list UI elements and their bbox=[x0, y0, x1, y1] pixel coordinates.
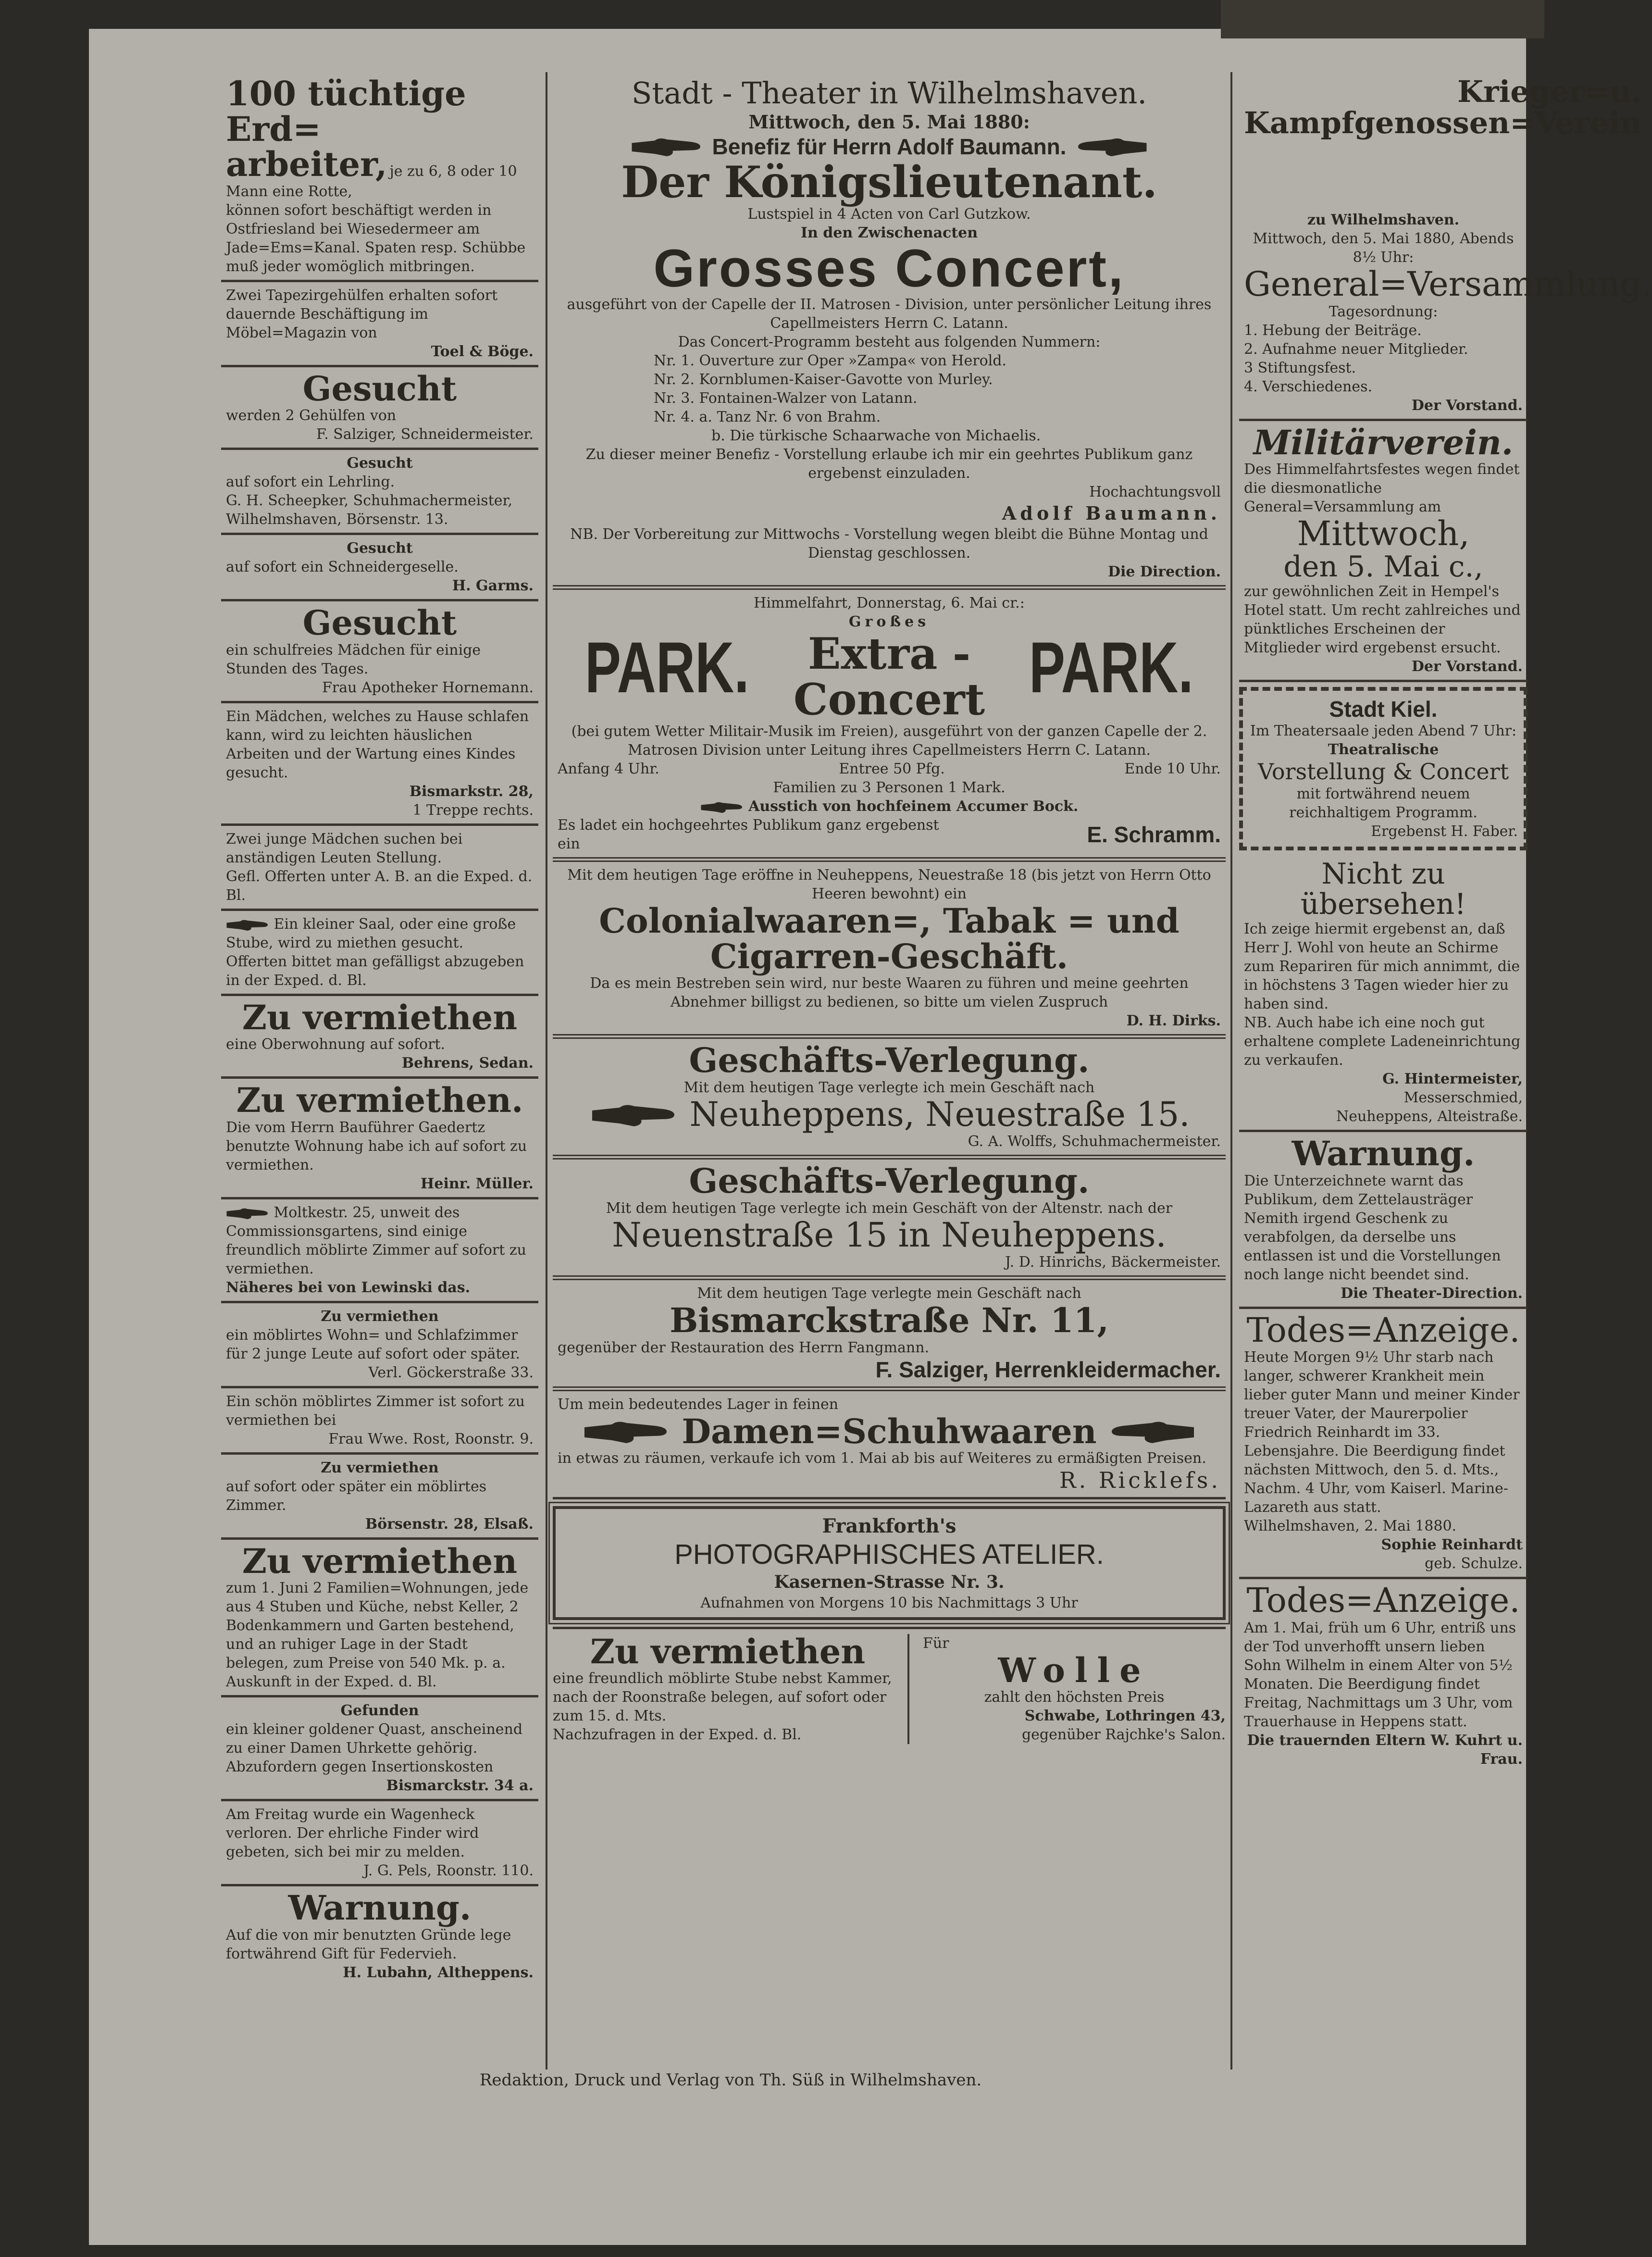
ad-warnung-theater bbox=[1239, 1132, 1528, 1309]
ad-signature: J. D. Hinrichs, Bäckermeister. bbox=[1005, 1254, 1221, 1271]
ad-text: Lustspiel in 4 Acten von Carl Gutzkow. bbox=[747, 206, 1031, 223]
new-address: Neuheppens, Neuestraße 15. bbox=[689, 1094, 1190, 1134]
ad-text: Mit dem heutigen Tage verlegte mein Geschäft nach bbox=[697, 1285, 1081, 1302]
ad-text: Ausstich von hochfeinem Accumer Bock. bbox=[748, 798, 1079, 815]
ad-todes-anzeige-2 bbox=[1239, 1579, 1528, 1772]
ad-text: Aufnahmen von Morgens 10 bis Nachmittags 3 Uhr bbox=[700, 1594, 1078, 1611]
ad-title: Zu vermiethen bbox=[321, 1308, 439, 1325]
ad-text: Des Himmelfahrtsfestes wegen findet die diesmonatliche General=Versammlung am bbox=[1244, 461, 1520, 515]
ad-signature: Frau Apotheker Hornemann. bbox=[322, 679, 534, 696]
ad-signature: Sophie Reinhardt bbox=[1381, 1536, 1523, 1554]
ad-text: Auf die von mir benutzten Gründe lege fortwährend Gift für Federvieh. bbox=[226, 1926, 511, 1962]
ad-text: können sofort beschäftigt werden in Ostfriesland bei Wiesedermeer am Jade=Ems=Kanal. Spaten resp. Schübbe muß jeder womöglich mitbringen. bbox=[226, 201, 526, 275]
ad-title: Zu vermiethen bbox=[590, 1631, 866, 1671]
ad-signature: Schwabe, Lothringen 43, bbox=[1024, 1708, 1226, 1725]
ad-address: Wilhelmshaven, Börsenstr. 13. bbox=[226, 511, 448, 528]
ad-address: Neuheppens, Alteistraße. bbox=[1336, 1108, 1523, 1125]
ad-date: Mittwoch, den 5. Mai 1880: bbox=[748, 111, 1030, 133]
ad-text: gegenüber der Restauration des Herrn Fangmann. bbox=[558, 1339, 930, 1356]
ad-gefunden bbox=[221, 1697, 538, 1801]
left-column bbox=[221, 72, 538, 2118]
ad-address: Verl. Göckerstraße 33. bbox=[368, 1364, 534, 1381]
ad-title: Militärverein. bbox=[1253, 422, 1514, 462]
ad-signature: H. Garms. bbox=[452, 577, 534, 594]
ad-zu-vermiethen-2 bbox=[221, 1079, 538, 1199]
ad-signature: H. Lubahn, Altheppens. bbox=[343, 1964, 534, 1981]
start-time: Anfang 4 Uhr. bbox=[558, 761, 659, 778]
ad-signature: Die Theater-Direction. bbox=[1341, 1284, 1523, 1302]
ad-text: Ein Mädchen, welches zu Hause schlafen kann, wird zu leichten häuslichen Arbeiten und der Wartung eines Kindes gesucht. bbox=[226, 708, 529, 781]
ad-title: Gesucht bbox=[302, 603, 457, 643]
ad-signature: Der Vorstand. bbox=[1411, 397, 1523, 414]
ad-text: Die vom Herrn Bauführer Gaedertz benutzte Wohnung habe ich auf sofort zu vermiethen. bbox=[226, 1119, 527, 1173]
ad-text: Für bbox=[923, 1634, 949, 1652]
ad-text: ausgeführt von der Capelle der II. Matrosen - Division, unter persönlicher Leitung ihres Capellmeisters Herrn C. Latann. bbox=[567, 296, 1212, 332]
ad-signature: R. Ricklefs. bbox=[1059, 1467, 1221, 1494]
ad-nicht-zu-uebersehen bbox=[1239, 855, 1528, 1132]
program-item: Nr. 3. Fontainen-Walzer von Latann. bbox=[654, 390, 918, 407]
ad-text: Mit dem heutigen Tage eröffne in Neuheppens, Neuestraße 18 (bis jetzt von Herrn Otto Heeren bewohnt) ein bbox=[567, 867, 1211, 903]
ad-text: Da es mein Bestreben sein wird, nur beste Waaren zu führen und meine geehrten Abnehmer billigst zu bedienen, so bitte um vielen Zuspruch bbox=[590, 975, 1189, 1011]
ad-text: Das Concert-Programm besteht aus folgenden Nummern: bbox=[678, 334, 1101, 351]
ad-address: Börsenstr. 28, Elsaß. bbox=[365, 1515, 534, 1533]
program-item: b. Die türkische Schaarwache von Michaelis. bbox=[711, 427, 1041, 445]
ad-text: ein schulfreies Mädchen für einige Stunden des Tages. bbox=[226, 641, 481, 677]
agenda-item: 3 Stiftungsfest. bbox=[1244, 359, 1356, 376]
pointing-hand-icon bbox=[1076, 135, 1148, 159]
ad-photo-atelier bbox=[553, 1506, 1226, 1620]
ad-title: Gefunden bbox=[340, 1702, 419, 1719]
ad-text: auf sofort oder später ein möblirtes Zimmer. bbox=[226, 1478, 487, 1514]
ad-title: Warnung. bbox=[288, 1888, 472, 1928]
program-item: Nr. 1. Ouverture zur Oper »Zampa« von Herold. bbox=[654, 352, 1006, 370]
ad-signature: D. H. Dirks. bbox=[1126, 1012, 1221, 1030]
ad-signature: G. A. Wolffs, Schuhmachermeister. bbox=[968, 1133, 1221, 1150]
ad-schoen-moebliert bbox=[221, 1388, 538, 1455]
ad-title: Vorstellung & Concert bbox=[1257, 759, 1509, 785]
page-edge-strip bbox=[1221, 0, 1544, 38]
ad-title: Todes=Anzeige. bbox=[1246, 1310, 1520, 1350]
ad-signature: Messerschmied, bbox=[1404, 1089, 1523, 1107]
ad-text: auf sofort ein Schneidergeselle. bbox=[226, 559, 459, 575]
ad-wolle bbox=[923, 1634, 1226, 1745]
ad-moltkestr bbox=[221, 1199, 538, 1303]
concert-title: Grosses Concert, bbox=[653, 239, 1125, 299]
ad-text: je zu 6, 8 oder 10 Mann eine Rotte, bbox=[226, 163, 517, 200]
ad-text: Im Theatersaale jeden Abend 7 Uhr: bbox=[1250, 723, 1517, 740]
ad-title: Extra - Concert bbox=[793, 628, 985, 725]
ad-zu-vermiethen-3 bbox=[221, 1303, 538, 1388]
ad-colonialwaaren bbox=[553, 862, 1226, 1039]
new-address: Neuenstraße 15 in Neuheppens. bbox=[612, 1215, 1167, 1255]
agenda-item: 1. Hebung der Beiträge. bbox=[1244, 322, 1422, 339]
ad-geschaefts-verlegung-1 bbox=[553, 1039, 1226, 1160]
ad-todes-anzeige-1 bbox=[1239, 1309, 1528, 1580]
ad-text: Am 1. Mai, früh um 6 Uhr, entriß uns der Tod unverhofft unsern lieben Sohn Wilhelm in einem Alter von 5½ Monaten. Die Beerdigung findet Freitag, Nachmittags um 3 Uhr, vom Trauerhause in Heppens statt. bbox=[1244, 1619, 1516, 1730]
pointing-hand-icon bbox=[1106, 1417, 1198, 1446]
ad-tapezier bbox=[221, 282, 538, 367]
ad-geschaefts-verlegung-2 bbox=[553, 1160, 1226, 1280]
pointing-hand-icon bbox=[588, 1100, 680, 1129]
ad-zu-vermiethen-1 bbox=[221, 996, 538, 1079]
ad-signature: Die Direction. bbox=[1107, 563, 1221, 581]
park-label-right: PARK. bbox=[1029, 627, 1194, 708]
studio-name: Frankforth's bbox=[822, 1515, 956, 1538]
ad-title: 100 tüchtige Erd= bbox=[226, 74, 466, 149]
ad-text: zur gewöhnlichen Zeit in Hempel's Hotel statt. Um recht zahlreiches und pünktliches Erscheinen der Mitglieder wird ergebenst ersucht. bbox=[1244, 583, 1521, 656]
ad-text: Ich zeige hiermit ergebenst an, daß Herr J. Wohl von heute an Schirme zum Repariren für mich annimmt, die in höchstens 3 Tagen wieder hier zu haben sind. bbox=[1244, 921, 1520, 1013]
ad-stadt-theater bbox=[553, 72, 1226, 590]
ad-wagenheck bbox=[221, 1801, 538, 1886]
ad-address: Bismarkstr. 28, bbox=[409, 783, 534, 800]
ad-title: Gesucht bbox=[347, 540, 413, 557]
ad-text: Am Freitag wurde ein Wagenheck verloren. Der ehrliche Finder wird gebeten, sich bei mir zu melden. bbox=[226, 1806, 479, 1860]
middle-column bbox=[553, 72, 1226, 2118]
ad-text: Um mein bedeutendes Lager in feinen bbox=[558, 1396, 839, 1413]
ad-zu-vermiethen-stube bbox=[553, 1631, 909, 1745]
ad-date: Himmelfahrt, Donnerstag, 6. Mai cr.: bbox=[754, 595, 1025, 612]
ad-text: Auskunft in der Exped. d. Bl. bbox=[226, 1673, 437, 1690]
ad-text: Tagesordnung: bbox=[1329, 303, 1438, 320]
ad-text: Mit dem heutigen Tage verlegte ich mein Geschäft nach bbox=[683, 1079, 1095, 1096]
ad-signature: Toel & Böge. bbox=[431, 343, 534, 360]
agenda-item: 2. Aufnahme neuer Mitglieder. bbox=[1244, 340, 1468, 358]
ad-signature: G. H. Scheepker, Schuhmachermeister, bbox=[226, 492, 513, 509]
ad-title: Warnung. bbox=[1292, 1134, 1475, 1174]
ad-gesucht-4 bbox=[221, 601, 538, 703]
ad-title: PHOTOGRAPHISCHES ATELIER. bbox=[674, 1539, 1104, 1571]
ad-gesucht-2 bbox=[221, 450, 538, 535]
ad-text: NB. Der Vorbereitung zur Mittwochs - Vorstellung wegen bleibt die Bühne Montag und Dienstag geschlossen. bbox=[570, 526, 1208, 562]
ad-text: Heute Morgen 9½ Uhr starb nach langer, schwerer Krankheit mein lieber guter Mann und meiner Kinder treuer Vater, der Maurerpolier Friedrich Reinhardt im 33. Lebensjahre. Die Beerdigung findet nächsten Mittwoch, den 5. d. Mts., Nachm. 4 Uhr, vom Kaiserl. Marine-Lazareth aus statt. bbox=[1244, 1349, 1520, 1516]
ad-warnung bbox=[221, 1886, 538, 1986]
ad-text: Familien zu 3 Personen 1 Mark. bbox=[773, 779, 1006, 797]
ad-title: Zu vermiethen bbox=[242, 997, 518, 1037]
ad-signature: F. Salziger, Schneidermeister. bbox=[316, 426, 534, 443]
ad-title: Geschäfts-Verlegung. bbox=[689, 1161, 1090, 1201]
ad-title: Colonialwaaren=, Tabak = und bbox=[599, 901, 1180, 941]
ad-maedchen bbox=[221, 703, 538, 826]
ad-text: (bei gutem Wetter Militair-Musik im Freien), ausgeführt von der ganzen Capelle der 2. Matrosen Division unter Leitung ihres Capellmeisters Herrn C. Latann. bbox=[571, 723, 1207, 759]
agenda-item: 4. Verschiedenes. bbox=[1244, 378, 1372, 395]
ad-title: General=Versammlung. bbox=[1244, 264, 1652, 304]
new-address: Bismarckstraße Nr. 11, bbox=[670, 1300, 1109, 1341]
ad-title: Krieger=u. Kampfgenossen=Verein bbox=[1244, 74, 1642, 141]
ad-signature: Ergebenst H. Faber. bbox=[1371, 823, 1518, 840]
ad-signature: Frau Wwe. Rost, Roonstr. 9. bbox=[328, 1430, 534, 1447]
ad-zu-vermiethen-4 bbox=[221, 1455, 538, 1540]
imprint-footer: Redaktion, Druck und Verlag von Th. Süß in Wilhelmshaven. bbox=[479, 2070, 982, 2090]
ad-signature: Der Vorstand. bbox=[1411, 658, 1523, 675]
ad-signature: Behrens, Sedan. bbox=[401, 1055, 534, 1072]
ad-title: Gesucht bbox=[302, 368, 457, 409]
ad-title: arbeiter, bbox=[226, 144, 387, 184]
play-title: Der Königslieutenant. bbox=[621, 156, 1157, 208]
column-rule bbox=[1230, 72, 1232, 2070]
ad-text: Hochachtungsvoll bbox=[1089, 484, 1221, 501]
ad-text: Näheres bei von Lewinski das. bbox=[226, 1279, 471, 1296]
ad-text: ein kleiner goldener Quast, anscheinend zu einer Damen Uhrkette gehörig. Abzufordern gegen Insertionskosten bbox=[226, 1721, 523, 1775]
ad-bismarckstrasse bbox=[553, 1280, 1226, 1391]
ad-text: Mit dem heutigen Tage verlegte ich mein Geschäft von der Altenstr. nach der bbox=[606, 1199, 1173, 1217]
ad-saal bbox=[221, 911, 538, 996]
ad-address: Bismarckstr. 34 a. bbox=[386, 1777, 534, 1794]
ad-text: Nachzufragen in der Exped. d. Bl. bbox=[553, 1726, 802, 1744]
ad-date: Mittwoch, den 5. Mai 1880, Abends 8½ Uhr: bbox=[1253, 230, 1514, 266]
ad-text: Zwei junge Mädchen suchen bei anständigen Leuten Stellung. bbox=[226, 830, 463, 866]
ad-title: Stadt Kiel. bbox=[1329, 696, 1438, 722]
ad-signature: F. Salziger, Herrenkleidermacher. bbox=[875, 1357, 1221, 1382]
ad-title: Cigarren-Geschäft. bbox=[710, 936, 1068, 976]
ad-gesucht-3 bbox=[221, 535, 538, 601]
ad-title: Todes=Anzeige. bbox=[1246, 1581, 1520, 1621]
ad-text: Zwei Tapezirgehülfen erhalten sofort dauernde Beschäftigung im Möbel=Magazin von bbox=[226, 287, 498, 341]
ad-signature: J. G. Pels, Roonstr. 110. bbox=[363, 1862, 534, 1879]
ad-text: eine Oberwohnung auf sofort. bbox=[226, 1036, 446, 1053]
ad-title: Damen=Schuhwaaren bbox=[682, 1411, 1097, 1451]
ad-signature: E. Schramm. bbox=[1087, 822, 1221, 848]
ad-text: Es ladet ein hochgeehrtes Publikum ganz ergebenst ein bbox=[558, 817, 939, 853]
ad-text: mit fortwährend neuem reichhaltigem Programm. bbox=[1289, 786, 1478, 822]
right-column bbox=[1239, 72, 1652, 2118]
ad-text: auf sofort ein Lehrling. bbox=[226, 474, 395, 490]
ad-signature: geb. Schulze. bbox=[1425, 1555, 1523, 1572]
ad-title: Gesucht bbox=[347, 455, 413, 472]
ad-erdarbeiter bbox=[221, 72, 538, 282]
ad-text: Moltkestr. 25, unweit des Commissionsgartens, sind einige freundlich möblirte Zimmer auf sofort zu vermiethen. bbox=[226, 1204, 526, 1277]
ad-text: Ein kleiner Saal, oder eine große Stube, wird zu miethen gesucht. bbox=[226, 915, 516, 951]
pointing-hand-icon bbox=[226, 1205, 269, 1222]
ad-title: Zu vermiethen. bbox=[236, 1080, 523, 1120]
column-rule bbox=[546, 72, 547, 2070]
ad-text: eine freundlich möblirte Stube nebst Kammer, nach der Roonstraße belegen, auf sofort oder zum 15. d. Mts. bbox=[553, 1670, 892, 1725]
ad-text: Ein schön möblirtes Zimmer ist sofort zu vermiethen bei bbox=[226, 1393, 525, 1429]
ad-text: NB. Auch habe ich eine noch gut erhaltene complete Ladeneinrichtung zu verkaufen. bbox=[1244, 1014, 1521, 1069]
ad-text: Wilhelmshaven, 2. Mai 1880. bbox=[1244, 1518, 1457, 1535]
ad-title: Geschäfts-Verlegung. bbox=[689, 1040, 1090, 1081]
ad-zwei-maedchen bbox=[221, 826, 538, 911]
ad-title: Stadt - Theater in Wilhelmshaven. bbox=[631, 75, 1147, 111]
ad-title: Wolle bbox=[998, 1650, 1151, 1690]
ad-text: Gefl. Offerten unter A. B. an die Exped. d. Bl. bbox=[226, 868, 533, 904]
ad-text: Zu dieser meiner Benefiz - Vorstellung erlaube ich mir ein geehrtes Publikum ganz ergebenst einzuladen. bbox=[585, 446, 1193, 482]
ad-address: Kasernen-Strasse Nr. 3. bbox=[774, 1571, 1005, 1592]
program-item: Nr. 4. a. Tanz Nr. 6 von Brahm. bbox=[654, 409, 881, 426]
ad-text: Großes bbox=[848, 613, 930, 631]
ad-kriegerverein bbox=[1239, 72, 1652, 421]
ad-text: zahlt den höchsten Preis bbox=[984, 1689, 1165, 1706]
ad-title: Nicht zu übersehen! bbox=[1300, 857, 1466, 922]
ad-date: Mittwoch, bbox=[1297, 514, 1470, 553]
ad-title: Zu vermiethen bbox=[321, 1459, 439, 1476]
ad-text: Die Unterzeichnete warnt das Publikum, dem Zettelausträger Nemith irgend Geschenk zu verabfolgen, da derselbe uns entlassen ist und die Vorstellungen noch lange nicht beendet sind. bbox=[1244, 1172, 1501, 1283]
ad-gesucht-1 bbox=[221, 367, 538, 450]
ad-militaerverein bbox=[1239, 421, 1528, 682]
ad-text: zum 1. Juni 2 Familien=Wohnungen, jede aus 4 Stuben und Küche, nebst Keller, 2 Bodenkammern und Garten bestehend, und an ruhiger Lage in der Stadt belegen, zum Preise von 540 Mk. p. a. bbox=[226, 1580, 529, 1671]
ad-date: den 5. Mai c., bbox=[1283, 549, 1483, 584]
ad-text: Offerten bittet man gefälligst abzugeben in der Exped. d. Bl. bbox=[226, 953, 524, 989]
bottom-ads-row bbox=[553, 1627, 1226, 1745]
park-label-left: PARK. bbox=[584, 627, 749, 708]
ad-address: gegenüber Rajchke's Salon. bbox=[1021, 1726, 1226, 1744]
benefiz-line: Benefiz für Herrn Adolf Baumann. bbox=[712, 134, 1067, 159]
ad-signature: G. Hintermeister, bbox=[1382, 1071, 1523, 1088]
ad-zu-vermiethen-5 bbox=[221, 1540, 538, 1698]
ad-text: zu Wilhelmshaven. bbox=[1307, 212, 1460, 228]
pointing-hand-icon bbox=[581, 1417, 672, 1446]
ad-signature: Heinr. Müller. bbox=[421, 1175, 534, 1192]
pointing-hand-icon bbox=[631, 135, 703, 159]
program-item: Nr. 2. Kornblumen-Kaiser-Gavotte von Murley. bbox=[654, 371, 993, 388]
ad-text: in etwas zu räumen, verkaufe ich vom 1. Mai ab bis auf Weiteres zu ermäßigten Preisen. bbox=[558, 1450, 1206, 1467]
ad-address: 1 Treppe rechts. bbox=[412, 801, 534, 819]
ad-text: werden 2 Gehülfen von bbox=[226, 407, 397, 424]
ad-signature: Adolf Baumann. bbox=[1002, 502, 1221, 524]
ad-stadt-kiel bbox=[1239, 687, 1528, 851]
pointing-hand-icon bbox=[700, 799, 744, 815]
ad-text: Theatralische bbox=[1328, 741, 1439, 759]
ad-park-concert bbox=[553, 590, 1226, 862]
ad-text: ein möblirtes Wohn= und Schlafzimmer für 2 junge Leute auf sofort oder später. bbox=[226, 1326, 520, 1362]
ad-title: Zu vermiethen bbox=[242, 1541, 518, 1581]
ad-text: In den Zwischenacten bbox=[800, 224, 978, 242]
pointing-hand-icon bbox=[226, 917, 269, 933]
end-time: Ende 10 Uhr. bbox=[1124, 761, 1221, 778]
ad-signature: Die trauernden Eltern W. Kuhrt u. Frau. bbox=[1247, 1732, 1523, 1768]
ad-damen-schuhwaaren bbox=[553, 1391, 1226, 1499]
entry-price: Entree 50 Pfg. bbox=[839, 761, 945, 778]
